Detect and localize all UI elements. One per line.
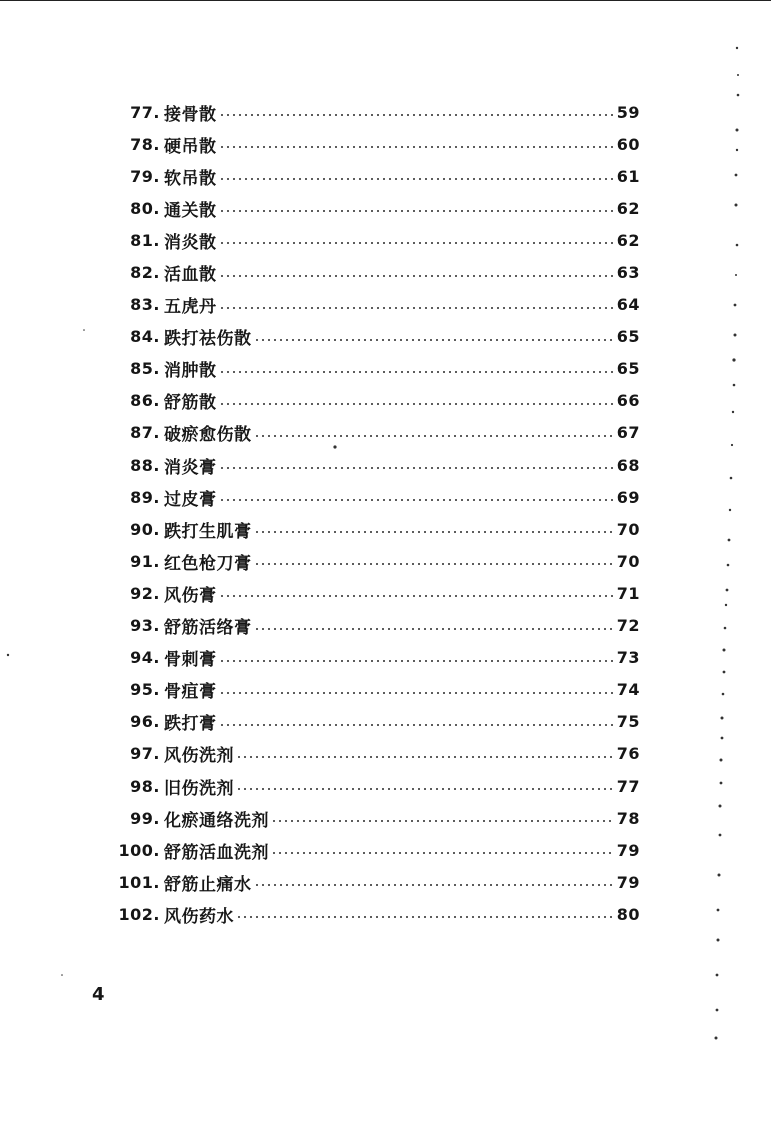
entry-title: 接骨散 (164, 104, 217, 125)
toc-entry (100, 256, 640, 288)
entry-title: 五虎丹 (164, 297, 217, 318)
entry-title: 通关散 (164, 200, 217, 221)
top-border-line (0, 0, 771, 1)
table-of-contents (100, 96, 640, 930)
entry-number: 77. (130, 102, 160, 122)
dot-leader (219, 660, 615, 662)
entry-title: 硬吊散 (164, 136, 217, 157)
dot-leader (254, 339, 615, 341)
toc-entry (100, 128, 640, 160)
entry-title: 活血散 (164, 265, 217, 286)
entry-number: 85. (130, 359, 160, 379)
toc-entry (100, 321, 640, 353)
toc-entry (100, 834, 640, 866)
dot-leader (219, 724, 615, 726)
dot-leader (254, 435, 615, 437)
entry-number: 102. (118, 904, 160, 924)
toc-entry (100, 513, 640, 545)
entry-number: 84. (130, 327, 160, 347)
dot-leader (219, 242, 615, 244)
entry-page: 78 (616, 808, 640, 828)
dot-leader (219, 210, 615, 212)
dot-leader (219, 275, 615, 277)
entry-page: 76 (616, 744, 640, 764)
entry-title: 过皮膏 (164, 489, 217, 510)
dot-leader (254, 563, 615, 565)
toc-entry (100, 192, 640, 224)
entry-number: 87. (130, 423, 160, 443)
entry-number: 100. (118, 840, 160, 860)
entry-title: 跌打膏 (164, 714, 217, 735)
entry-title: 旧伤洗剂 (164, 778, 234, 799)
entry-number: 93. (130, 616, 160, 636)
page-number: 4 (92, 984, 105, 1005)
toc-entry (100, 96, 640, 128)
entry-title: 舒筋散 (164, 393, 217, 414)
entry-number: 89. (130, 487, 160, 507)
entry-page: 79 (616, 872, 640, 892)
dot-leader (219, 467, 615, 469)
dot-leader (236, 788, 615, 790)
dot-leader (219, 178, 615, 180)
entry-number: 91. (130, 551, 160, 571)
entry-page: 64 (616, 295, 640, 315)
entry-title: 风伤膏 (164, 585, 217, 606)
entry-title: 跌打祛伤散 (164, 329, 252, 350)
entry-number: 79. (130, 166, 160, 186)
toc-entry (100, 610, 640, 642)
entry-title: 消炎散 (164, 232, 217, 253)
entry-title: 消炎膏 (164, 457, 217, 478)
entry-title: 风伤洗剂 (164, 746, 234, 767)
entry-title: 化瘀通络洗剂 (164, 810, 269, 831)
entry-page: 73 (616, 648, 640, 668)
toc-entry (100, 160, 640, 192)
entry-title: 消肿散 (164, 361, 217, 382)
toc-entry (100, 770, 640, 802)
entry-title: 红色枪刀膏 (164, 553, 252, 574)
entry-number: 83. (130, 295, 160, 315)
toc-entry (100, 738, 640, 770)
entry-page: 79 (616, 840, 640, 860)
dot-leader (236, 916, 615, 918)
entry-number: 98. (130, 776, 160, 796)
dot-leader (219, 692, 615, 694)
dot-leader (219, 499, 615, 501)
dot-leader (219, 371, 615, 373)
entry-page: 63 (616, 263, 640, 283)
toc-entry (100, 866, 640, 898)
toc-entry (100, 577, 640, 609)
entry-title: 软吊散 (164, 168, 217, 189)
entry-page: 66 (616, 391, 640, 411)
entry-title: 舒筋止痛水 (164, 874, 252, 895)
entry-number: 95. (130, 680, 160, 700)
toc-entry (100, 224, 640, 256)
dot-leader (271, 852, 615, 854)
entry-page: 62 (616, 230, 640, 250)
entry-title: 破瘀愈伤散 (164, 425, 252, 446)
dot-leader (254, 531, 615, 533)
entry-number: 97. (130, 744, 160, 764)
entry-page: 69 (616, 487, 640, 507)
toc-entry (100, 706, 640, 738)
toc-entry (100, 449, 640, 481)
entry-title: 风伤药水 (164, 906, 234, 927)
toc-entry (100, 385, 640, 417)
entry-page: 71 (616, 583, 640, 603)
dot-leader (219, 403, 615, 405)
toc-entry (100, 481, 640, 513)
dot-leader (236, 756, 615, 758)
entry-title: 跌打生肌膏 (164, 521, 252, 542)
toc-entry (100, 898, 640, 930)
toc-entry (100, 674, 640, 706)
dot-leader (254, 628, 615, 630)
toc-entry (100, 353, 640, 385)
entry-number: 90. (130, 519, 160, 539)
entry-number: 99. (130, 808, 160, 828)
toc-entry (100, 802, 640, 834)
entry-number: 96. (130, 712, 160, 732)
entry-number: 80. (130, 198, 160, 218)
entry-page: 70 (616, 551, 640, 571)
dot-leader (219, 307, 615, 309)
dot-leader (219, 595, 615, 597)
entry-page: 59 (616, 102, 640, 122)
entry-number: 81. (130, 230, 160, 250)
dot-leader (219, 146, 615, 148)
entry-page: 65 (616, 359, 640, 379)
entry-number: 92. (130, 583, 160, 603)
entry-page: 61 (616, 166, 640, 186)
dot-leader (254, 884, 615, 886)
toc-entry (100, 545, 640, 577)
entry-page: 70 (616, 519, 640, 539)
entry-number: 101. (118, 872, 160, 892)
toc-entry (100, 289, 640, 321)
entry-page: 62 (616, 198, 640, 218)
entry-page: 68 (616, 455, 640, 475)
toc-entry (100, 417, 640, 449)
toc-entry (100, 642, 640, 674)
entry-title: 舒筋活络膏 (164, 618, 252, 639)
entry-page: 60 (616, 134, 640, 154)
entry-page: 74 (616, 680, 640, 700)
entry-page: 72 (616, 616, 640, 636)
entry-page: 65 (616, 327, 640, 347)
entry-page: 75 (616, 712, 640, 732)
dot-leader (219, 114, 615, 116)
entry-title: 骨疽膏 (164, 682, 217, 703)
entry-page: 80 (616, 904, 640, 924)
entry-page: 77 (616, 776, 640, 796)
entry-title: 舒筋活血洗剂 (164, 842, 269, 863)
entry-number: 78. (130, 134, 160, 154)
entry-number: 82. (130, 263, 160, 283)
entry-number: 88. (130, 455, 160, 475)
dot-leader (271, 820, 615, 822)
entry-number: 86. (130, 391, 160, 411)
entry-title: 骨刺膏 (164, 650, 217, 671)
entry-number: 94. (130, 648, 160, 668)
entry-page: 67 (616, 423, 640, 443)
